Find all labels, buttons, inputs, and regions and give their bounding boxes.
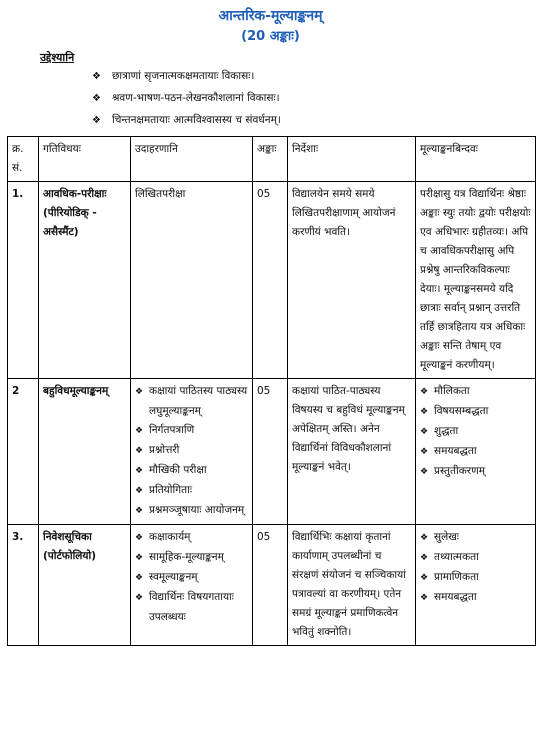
- row-points: [416, 379, 536, 525]
- list-item-text: शुद्धता: [434, 425, 459, 437]
- list-item-text: प्रश्नोत्तरी: [149, 444, 180, 456]
- row-sn: 1.: [8, 182, 39, 379]
- list-item-text: स्वमूल्याङ्कनम्: [149, 571, 198, 583]
- list-item-text: समयबद्धता: [434, 445, 477, 457]
- list-item-text: कक्षाकार्यम्: [149, 531, 191, 543]
- list-item-text: विषयसम्बद्धता: [434, 405, 489, 417]
- objective-text: श्रवण-भाषण-पठन-लेखनकौशलानां विकासः।: [112, 92, 280, 104]
- diamond-bullet-icon: ❖: [420, 533, 429, 543]
- diamond-bullet-icon: ❖: [135, 486, 144, 496]
- col-header-activity: गतिविधयः: [39, 137, 131, 182]
- row-activity: निवेशसूचिका (पोर्टफोलियो): [39, 525, 131, 646]
- col-header-marks: अङ्काः: [253, 137, 288, 182]
- col-header-instructions: निर्देशाः: [288, 137, 416, 182]
- table-row: [8, 379, 536, 525]
- objective-item: [92, 110, 281, 132]
- cell-text: परीक्षासु यत्र विद्यार्थिनः श्रेष्ठाः अङ्काः स्युः तयोः द्वयोः परीक्षयोः एव अधिभारः ग्रहीतव्यः। अपि च आवधिकपरीक्षासु अपि प्रश्नेषु आन्तरिकविकल्पाः देयाः। मूल्याङ्कनसमये यदि छात्राः सर्वान् प्रश्नान् उत्तरति तर्हि छात्रहिताय यत्र अधिकाः अङ्काः सन्ति तेषाम् एव मूल्याङ्कनं करणीयम्।: [420, 188, 531, 371]
- list-item: [420, 462, 531, 482]
- list-item: [135, 382, 248, 421]
- list-item: [135, 528, 248, 548]
- diamond-bullet-icon: ❖: [420, 387, 429, 397]
- row-examples-list: [135, 528, 248, 627]
- diamond-bullet-icon: ❖: [420, 447, 429, 457]
- list-item: [420, 382, 531, 402]
- col-header-examples: उदाहरणानि: [131, 137, 253, 182]
- row-examples-list: [135, 382, 248, 521]
- row-points: [416, 525, 536, 646]
- objective-item: [92, 66, 281, 88]
- row-examples: [131, 525, 253, 646]
- row-points-list: [420, 528, 531, 608]
- row-sn: 3.: [8, 525, 39, 646]
- list-item: [420, 588, 531, 608]
- list-item: [135, 501, 248, 521]
- objective-text: चिन्तनक्षमतायाः आत्मविश्वासस्य च संवर्धनम्।: [112, 114, 281, 126]
- diamond-bullet-icon: ❖: [420, 553, 429, 563]
- page-subtitle: (20 अङ्काः): [241, 29, 300, 44]
- diamond-bullet-icon: ❖: [92, 115, 101, 126]
- diamond-bullet-icon: ❖: [135, 573, 144, 583]
- list-item: [135, 588, 248, 627]
- list-item-text: कक्षायां पाठितस्य पाठ्यस्य लघुमूल्याङ्कनम्: [149, 385, 248, 417]
- list-item: [420, 422, 531, 442]
- diamond-bullet-icon: ❖: [420, 593, 429, 603]
- table-header-row: [8, 137, 536, 182]
- list-item: [135, 548, 248, 568]
- list-item: [420, 548, 531, 568]
- table-body: [8, 182, 536, 646]
- list-item: [135, 421, 248, 441]
- row-points-list: [420, 382, 531, 482]
- row-examples: [131, 182, 253, 379]
- row-marks: 05: [253, 182, 288, 379]
- list-item-text: विद्यार्थिनः विषयगतायाः उपलब्धयः: [149, 591, 234, 623]
- list-item-text: प्रामाणिकता: [434, 571, 479, 583]
- row-marks: 05: [253, 525, 288, 646]
- list-item-text: मौलिकता: [434, 385, 470, 397]
- row-points: [416, 182, 536, 379]
- list-item: [420, 442, 531, 462]
- diamond-bullet-icon: ❖: [420, 407, 429, 417]
- list-item-text: प्रतियोगिताः: [149, 484, 192, 496]
- col-header-sn: क्र. सं.: [8, 137, 39, 182]
- diamond-bullet-icon: ❖: [420, 573, 429, 583]
- objectives-list: [92, 66, 281, 132]
- diamond-bullet-icon: ❖: [92, 93, 101, 104]
- col-header-points: मूल्याङ्कनबिन्दवः: [416, 137, 536, 182]
- list-item-text: निर्गतपत्राणि: [149, 424, 195, 436]
- diamond-bullet-icon: ❖: [135, 533, 144, 543]
- list-item: [135, 568, 248, 588]
- list-item: [135, 441, 248, 461]
- row-activity: बहुविधमूल्याङ्कनम्: [39, 379, 131, 525]
- row-instructions: विद्यालयेन समये समये लिखितपरीक्षाणाम् आयोजनं करणीयं भवति।: [288, 182, 416, 379]
- list-item-text: मौखिकी परीक्षा: [149, 464, 207, 476]
- list-item-text: प्रश्नमञ्जूषायाः आयोजनम्: [149, 504, 245, 516]
- diamond-bullet-icon: ❖: [420, 467, 429, 477]
- list-item-text: प्रस्तुतीकरणम्: [434, 465, 485, 477]
- list-item: [420, 568, 531, 588]
- list-item-text: सुलेखः: [434, 531, 459, 543]
- table-row: [8, 182, 536, 379]
- row-sn: 2: [8, 379, 39, 525]
- objective-text: छात्राणां सृजनात्मकक्षमतायाः विकासः।: [112, 70, 255, 82]
- diamond-bullet-icon: ❖: [92, 71, 101, 82]
- list-item-text: सामूहिक-मूल्याङ्कनम्: [149, 551, 224, 563]
- diamond-bullet-icon: ❖: [420, 427, 429, 437]
- row-instructions: विद्यार्थिभिः कक्षायां कृतानां कार्याणाम् उपलब्धीनां च संरक्षणं संयोजनं च सञ्चिकायां पत्रावल्यां वा करणीयम्। एतेन समग्रं मूल्याङ्कनं प्रमाणिकत्वेन भवितुं शक्नोति।: [288, 525, 416, 646]
- list-item: [420, 528, 531, 548]
- list-item: [135, 481, 248, 501]
- row-activity: आवधिक-परीक्षाः (पीरियोडिक् - असैस्मैंट): [39, 182, 131, 379]
- list-item-text: समयबद्धता: [434, 591, 477, 603]
- list-item-text: तथ्यात्मकता: [434, 551, 479, 563]
- assessment-table: [7, 136, 536, 646]
- diamond-bullet-icon: ❖: [135, 387, 144, 397]
- diamond-bullet-icon: ❖: [135, 466, 144, 476]
- row-instructions: कक्षायां पाठित-पाठ्यस्य विषयस्य च बहुविधं मूल्याङ्कनम् अपेक्षितम् अस्ति। अनेन विद्यार्थिनां विविधकौशलानां मूल्याङ्कनं भवेत्।: [288, 379, 416, 525]
- diamond-bullet-icon: ❖: [135, 593, 144, 603]
- row-examples: [131, 379, 253, 525]
- page-title: आन्तरिक-मूल्याङ्कनम्: [218, 8, 323, 24]
- diamond-bullet-icon: ❖: [135, 506, 144, 516]
- objective-item: [92, 88, 281, 110]
- diamond-bullet-icon: ❖: [135, 553, 144, 563]
- objectives-heading: उद्देश्यानि: [40, 51, 75, 64]
- list-item: [135, 461, 248, 481]
- table-row: [8, 525, 536, 646]
- list-item: [420, 402, 531, 422]
- diamond-bullet-icon: ❖: [135, 446, 144, 456]
- row-marks: 05: [253, 379, 288, 525]
- cell-text: लिखितपरीक्षा: [135, 188, 186, 200]
- diamond-bullet-icon: ❖: [135, 426, 144, 436]
